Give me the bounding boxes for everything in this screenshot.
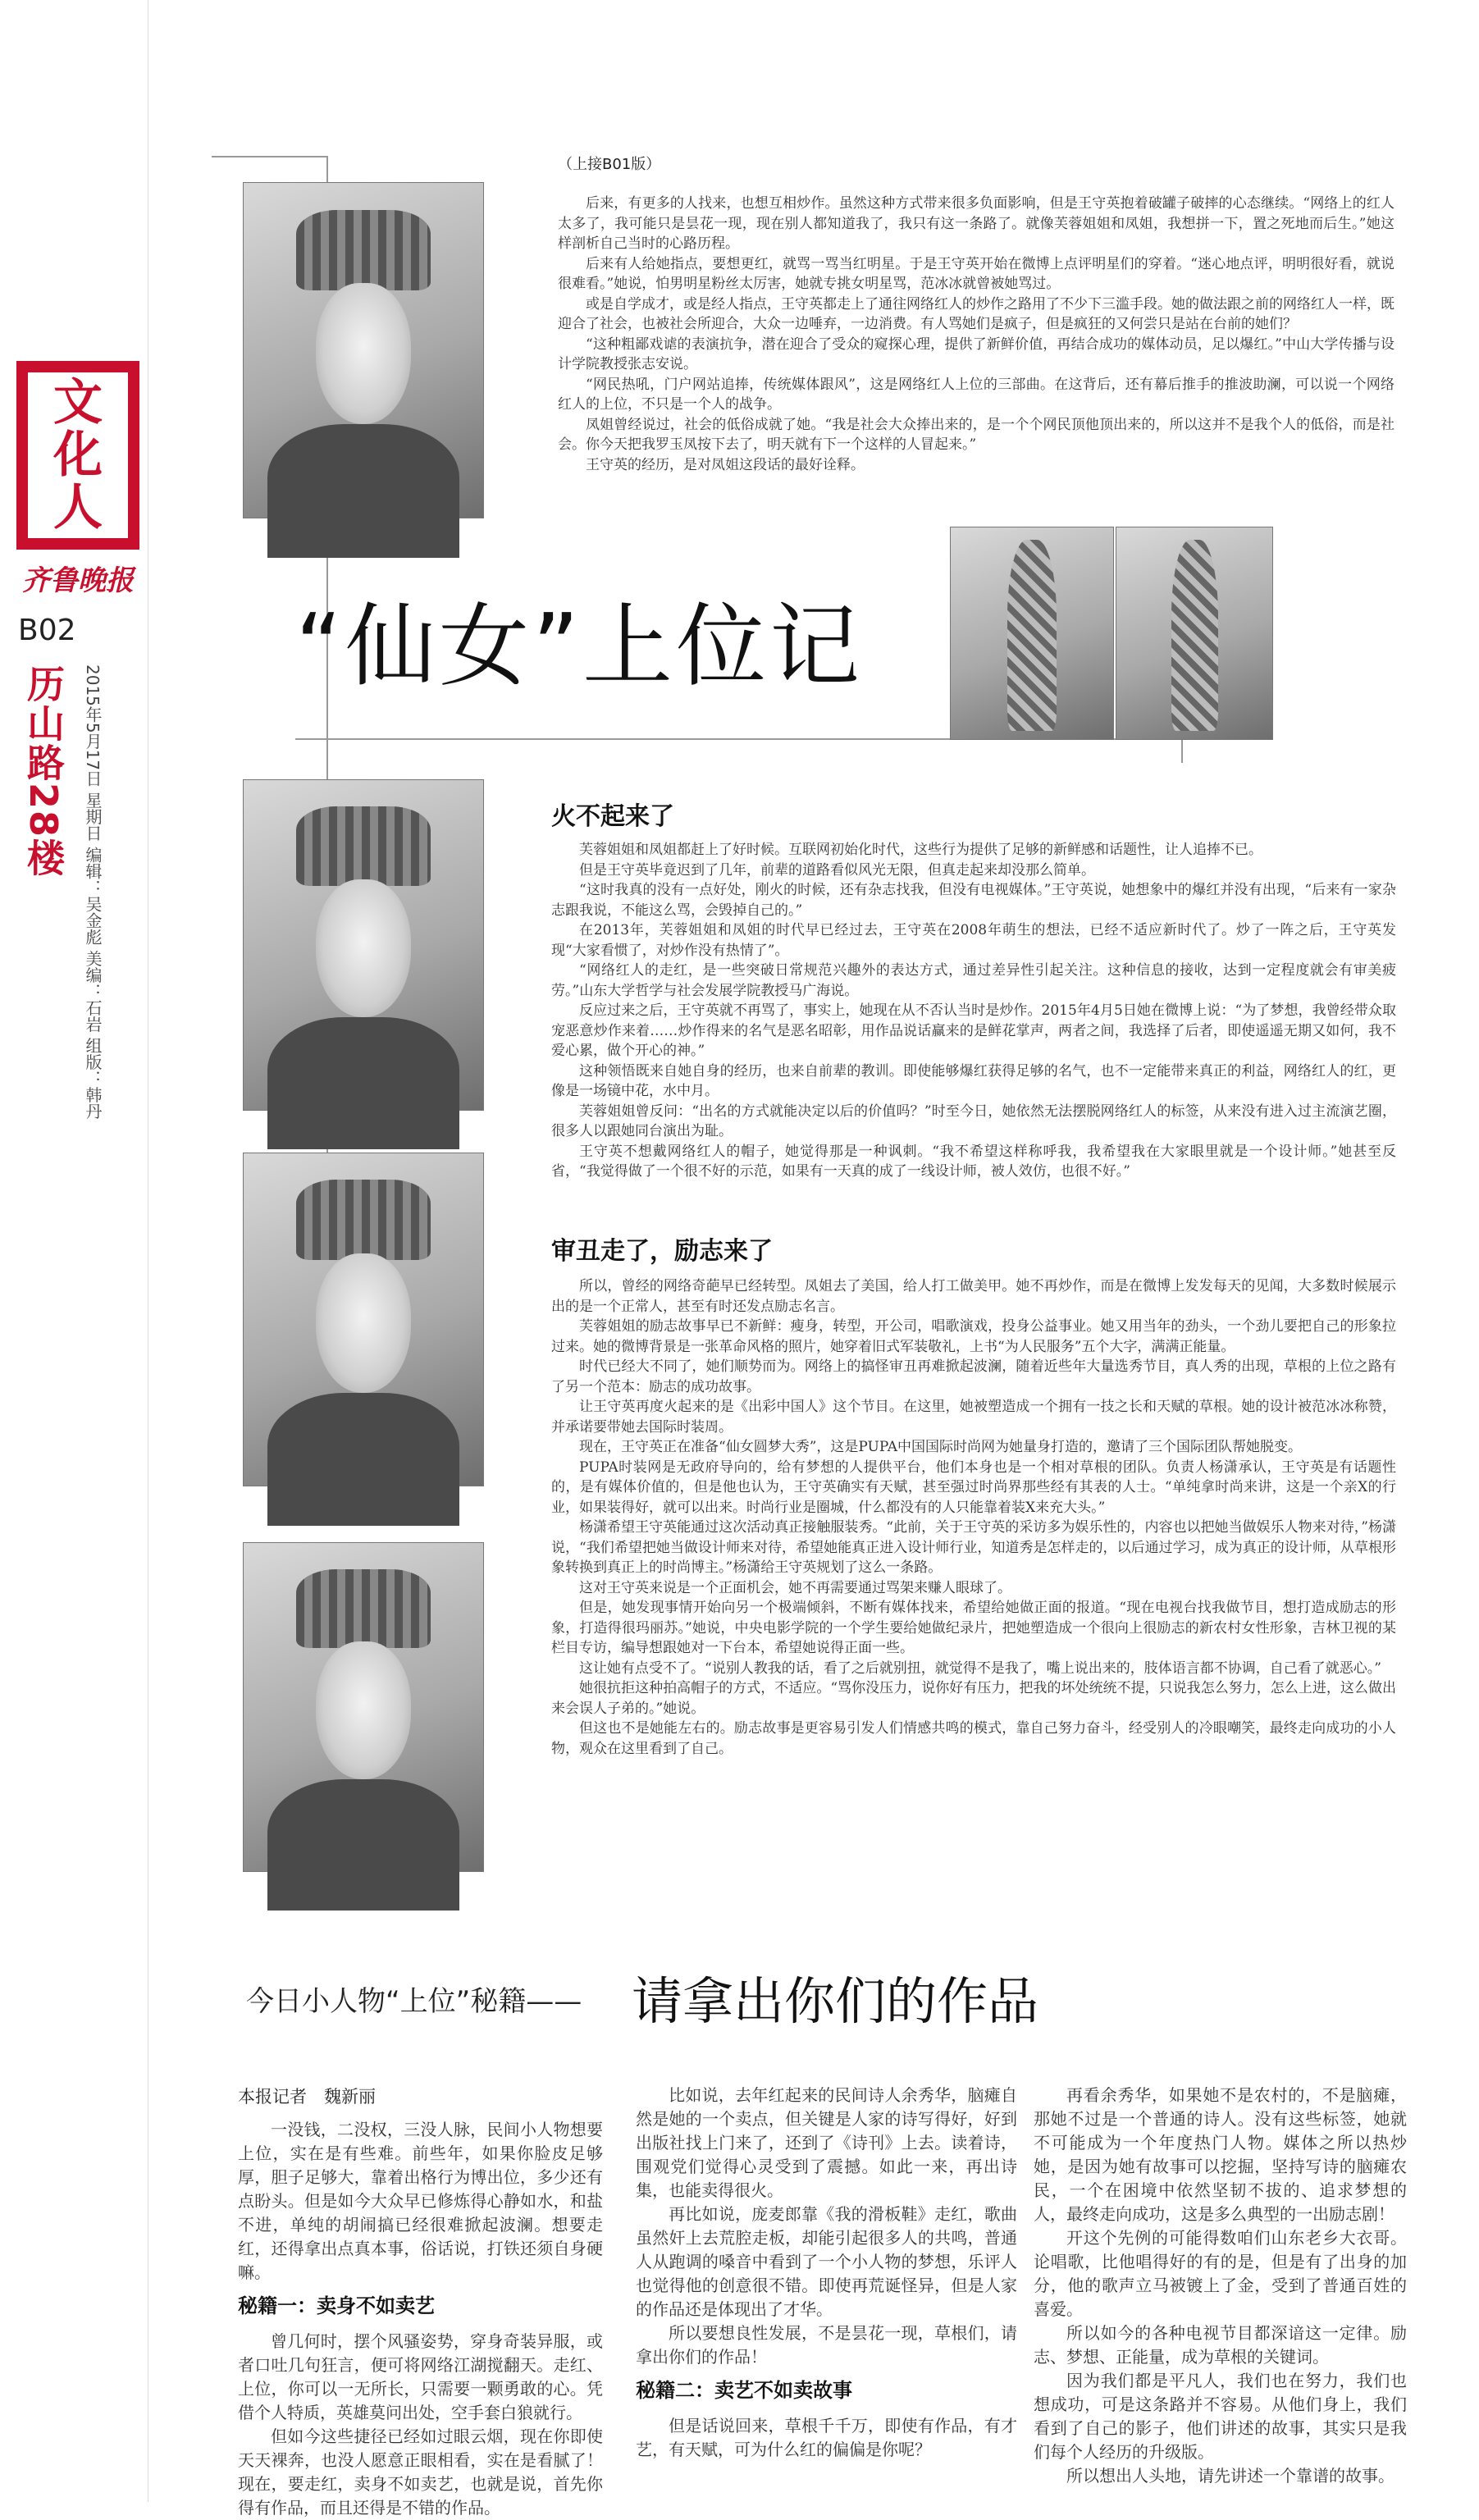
paragraph: 王守英的经历，是对凤姐这段话的最好诠释。: [586, 456, 865, 473]
paragraph: 曾几何时，摆个风骚姿势，穿身奇装异服，或者口吐几句狂言，便可将网络江湖搅翻天。走红、上位，你可以一无所长，只需要一颗勇敢的心。凭借个人特质，英雄莫问出处，空手套白狼就行。: [238, 2331, 603, 2422]
paragraph: 所以，曾经的网络奇葩早已经转型。凤姐去了美国，给人打工做美甲。她不再炒作，而是在微博上发发每天的见闻，大多数时候展示出的是一个正常人，甚至有时还发点励志名言。: [551, 1278, 1396, 1315]
paragraph: 杨潇希望王守英能通过这次活动真正接触服装秀。“此前，关于王守英的采访多为娱乐性的，内容也以把她当做娱乐人物来对待，”杨潇说，“我们希望把她当做设计师来对待，希望她能真正进入设计师行业，知道秀是怎样走的，以后通过学习，成为真正的设计师，从草根形象转换到真正上的时尚博主。”杨潇给王守英规划了这么一条路。: [551, 1519, 1396, 1576]
paragraph: 这种领悟既来自她自身的经历，也来自前辈的教训。即使能够爆红获得足够的名气，也不一定能带来真正的利益，网络红人的红，更像是一场镜中花，水中月。: [551, 1062, 1396, 1099]
continued-note: （上接B01版）: [558, 156, 661, 173]
headdress-shape: [296, 1180, 431, 1259]
feature-column-1: [238, 2118, 603, 2518]
model-figure-shape: [1007, 540, 1056, 730]
paragraph: 这对王守英来说是一个正面机会，她不再需要通过骂架来赚人眼球了。: [579, 1579, 1011, 1596]
body-shape: [267, 1017, 459, 1149]
section-1-text: [551, 840, 1396, 1216]
edit-art-editor: 美编：石岩: [83, 950, 103, 1033]
paragraph: 但是，她发现事情开始向另一个极端倾斜，不断有媒体找来，希望给她做正面的报道。“现在电视台找我做节目，想打造成励志的形象，打造得很玛丽苏。”她说，中央电影学院的一个学生要给她做纪录片，把她塑造成一个很向上很励志的新农村女性形象，吉林卫视的某栏目专访，编导想跟她对一下台本，希望她说得正面一些。: [551, 1600, 1396, 1656]
intro-text: [558, 194, 1395, 523]
section-2-text: [551, 1276, 1396, 1888]
face-shape: [316, 1253, 412, 1393]
section-heading-1: 火不起来了: [551, 802, 674, 831]
face-shape: [316, 879, 412, 1018]
paragraph: 因为我们都是平凡人，我们也在努力，我们也想成功，可是这条路并不容易。从他们身上，我们看到了自己的影子，他们讲述的故事，其实只是我们每个人经历的升级版。: [1034, 2371, 1407, 2462]
paragraph: 后来有人给她指点，要想更红，就骂一骂当红明星。于是王守英开始在微博上点评明星们的穿着。“迷心地点评，明明很好看，就说很难看。”她说，怕男明星粉丝太厉害，她就专挑女明星骂，范冰冰就曾被她骂过。: [558, 255, 1395, 292]
paragraph: “这时我真的没有一点好处，刚火的时候，还有杂志找我，但没有电视媒体。”王守英说，她想象中的爆红并没有出现，“后来有一家杂志跟我说，不能这么骂，会毁掉自己的。”: [551, 882, 1396, 919]
paragraph: 所以如今的各种电视节目都深谙这一定律。励志、梦想、正能量，成为草根的关键词。: [1034, 2323, 1407, 2367]
frame-line-top: [212, 156, 326, 158]
paragraph: 凤姐曾经说过，社会的低俗成就了她。“我是社会大众捧出来的，是一个个网民顶他顶出来的，所以这并不是我个人的低俗，而是社会。你今天把我罗玉凤按下去了，明天就有下一个这样的人冒起来。”: [558, 416, 1395, 453]
paragraph: 这让她有点受不了。“说别人教我的话，看了之后就别扭，就觉得不是我了，嘴上说出来的，肢体语言都不协调，自己看了就恶心。”: [579, 1659, 1381, 1677]
paragraph: 比如说，去年红起来的民间诗人余秀华，脑瘫自然是她的一个卖点，但关键是人家的诗写得好，好到出版社找上门来了，还到了《诗刊》上去。读着诗，围观党们觉得心灵受到了震撼。如此一来，再出诗集，也能卖得很火。: [636, 2085, 1017, 2200]
byline: 本报记者 魏新丽: [238, 2087, 376, 2107]
logo-char-2: 化: [53, 427, 103, 484]
frame-line-mid-tick: [1181, 738, 1183, 763]
headdress-shape: [296, 210, 431, 290]
stacked-hat-shape: [296, 1569, 431, 1648]
paragraph: 再看余秀华，如果她不是农村的，不是脑瘫，那她不过是一个普通的诗人。没有这些标签，她就不可能成为一个年度热门人物。媒体之所以热炒她，是因为她有故事可以挖掘，坚持写诗的脑瘫农民，一个在困境中依然坚韧不拔的、追求梦想的人，最终走向成功，这是多么典型的一出励志剧！: [1034, 2085, 1407, 2224]
photo-girl-in-costume: [1116, 527, 1273, 740]
face-shape: [316, 1641, 412, 1779]
photo-girl-stacked-hat: [243, 1542, 484, 1872]
paragraph: 所以想出人头地，请先讲述一个靠谱的故事。: [1066, 2466, 1395, 2486]
paragraph: 或是自学成才，或是经人指点，王守英都走上了通往网络红人的炒作之路用了不少下三滥手段。她的做法跟之前的网络红人一样，既迎合了社会，也被社会所迎合，大众一边唾弃，一边消费。有人骂她们是疯子，但是疯狂的又何尝只是站在台前的她们？: [558, 295, 1395, 332]
paragraph: 所以要想良性发展，不是昙花一现，草根们，请拿出你们的作品！: [636, 2323, 1017, 2367]
edit-weekday: 星期日: [83, 792, 103, 842]
paragraph: 她很抗拒这种拍高帽子的方式，不适应。“骂你没压力，说你好有压力，把我的坏处统统不提，只说我怎么努力，怎么上进，这么做出来会误人子弟的。”她说。: [551, 1680, 1396, 1717]
paragraph: 但这也不是她能左右的。励志故事是更容易引发人们情感共鸣的模式，靠自己努力奋斗，经受别人的冷眼嘲笑，最终走向成功的小人物，观众在这里看到了自己。: [551, 1720, 1396, 1757]
paper-name: 齐鲁晚报: [22, 564, 134, 597]
paragraph: 反应过来之后，王守英就不再骂了，事实上，她现在从不否认当时是炒作。2015年4月5日她在微博上说：“为了梦想，我曾经带众取宠恶意炒作来着……炒作得来的名气是恶名昭彰，用作品说话赢来的是鲜花掌声，两者之间，我选择了后者，即使遥遥无期又如何，我不爱心累，做个开心的神。”: [551, 1002, 1396, 1059]
logo-char-3: 人: [53, 479, 103, 536]
paragraph: 现在，王守英正在准备“仙女圆梦大秀”，这是PUPA中国国际时尚网为她量身打造的，邀请了三个国际团队帮她脱变。: [579, 1439, 1303, 1455]
feature-kicker: 今日小人物“上位”秘籍——: [246, 1985, 582, 2018]
paragraph: 但是话说回来，草根千千万，即使有作品，有才艺，有天赋，可为什么红的偏偏是你呢？: [636, 2416, 1017, 2459]
feature-column-2: [636, 2084, 1017, 2491]
section-logo: [16, 361, 139, 550]
paragraph: 芙蓉姐姐曾反问：“出名的方式就能决定以后的价值吗？”时至今日，她依然无法摆脱网络红人的标签，从来没有进入过主流演艺圈，很多人以跟她同台演出为耻。: [551, 1102, 1396, 1139]
body-shape: [267, 424, 459, 558]
tip-heading-1: 秘籍一：卖身不如卖艺: [238, 2294, 435, 2317]
paragraph: 开这个先例的可能得数咱们山东老乡大衣哥。论唱歌，比他唱得好的有的是，但是有了出身的加分，他的歌声立马被镀上了金，受到了普通百姓的喜爱。: [1034, 2228, 1407, 2319]
paragraph: 在2013年，芙蓉姐姐和凤姐的时代早已经过去，王守英在2008年萌生的想法，已经不适应新时代了。炒了一阵之后，王守英发现“大家看惯了，对炒作没有热情了”。: [551, 922, 1396, 959]
paragraph: 后来，有更多的人找来，也想互相炒作。虽然这种方式带来很多负面影响，但是王守英抱着破罐子破摔的心态继续。“网络上的红人太多了，我可能只是昙花一现，现在别人都知道我了，我只有这一条路了。就像芙蓉姐姐和凤姐，我想拼一下，置之死地而后生。”她这样剖析自己当时的心路历程。: [558, 195, 1395, 252]
body-shape: [267, 1393, 459, 1526]
edit-proofreader: 组版：韩丹: [83, 1037, 103, 1120]
paragraph: 但是王守英毕竟迟到了几年，前辈的道路看似风光无限，但真走起来却没那么简单。: [579, 861, 1095, 879]
paragraph: 王守英不想戴网络红人的帽子，她觉得那是一种讽刺。“我不希望这样称呼我，我希望我在大家眼里就是一个设计师。”她甚至反省，“我觉得做了一个很不好的示范，如果有一天真的成了一线设计师，被人效仿，也很不好。”: [551, 1143, 1396, 1180]
feature-column-3: [1034, 2084, 1407, 2491]
section-heading-2: 审丑走了，励志来了: [551, 1237, 773, 1266]
pot-hat-shape: [296, 806, 431, 885]
photo-runway-model: [950, 527, 1114, 740]
feature-title: 请拿出你们的作品: [632, 1971, 1039, 2031]
costume-figure-shape: [1171, 540, 1218, 730]
paragraph: 但如今这些捷径已经如过眼云烟，现在你即使天天裸奔，也没人愿意正眼相看，实在是看腻了！现在，要走红，卖身不如卖艺，也就是说，首先你得有作品，而且还得是不错的作品。: [238, 2426, 603, 2518]
paragraph: PUPA时装网是无政府导向的，给有梦想的人提供平台，他们本身也是一个相对草根的团队。负责人杨潇承认，王守英是有话题性的，是有媒体价值的，但是他也认为，王守英确实有天赋，甚至强过时尚界那些经有其表的人士。“单纯拿时尚来讲，这是一个亲X的行业，如果装得好，就可以出来。时尚行业是圈城，什么都没有的人只能靠着装X来充大头。”: [551, 1459, 1396, 1516]
paragraph: 芙蓉姐姐和凤姐都赶上了好时候。互联网初始化时代，这些行为提供了足够的新鲜感和话题性，让人追捧不已。: [579, 842, 1262, 858]
paragraph: 再比如说，庞麦郎靠《我的滑板鞋》走红，歌曲虽然奸上去荒腔走板，却能引起很多人的共鸣，普通人从跑调的嗓音中看到了一个小人物的梦想，乐评人也觉得他的创意很不错。即使再荒诞怪异，但是人家的作品还是体现出了才华。: [636, 2204, 1017, 2319]
paragraph: “网络红人的走红，是一些突破日常规范兴趣外的表达方式，通过差异性引起关注。这种信息的接收，达到一定程度就会有审美疲劳。”山东大学哲学与社会发展学院教授马广海说。: [551, 962, 1396, 999]
headline: “仙女”上位记: [295, 594, 863, 699]
face-shape: [316, 283, 412, 423]
paragraph: 时代已经大不同了，她们顺势而为。网络上的搞怪审丑再难掀起波澜，随着近些年大量选秀节目，真人秀的出现，草根的上位之路有了另一个范本：励志的成功故事。: [551, 1358, 1396, 1395]
paragraph: “这种粗鄙戏谑的表演抗争，潜在迎合了受众的窥探心理，提供了新鲜价值，再结合成功的媒体动员，足以爆红。”中山大学传播与设计学院教授张志安说。: [558, 336, 1395, 372]
paragraph: “网民热吼，门户网站追捧，传统媒体跟风”，这是网络红人上位的三部曲。在这背后，还有幕后推手的推波助澜，可以说一个网络红人的上位，不只是一个人的战争。: [558, 376, 1395, 413]
edit-meta: [82, 664, 103, 1120]
tip-heading-2: 秘籍二：卖艺不如卖故事: [636, 2379, 852, 2402]
edit-date: 2015年5月17日: [83, 664, 103, 788]
paragraph: 芙蓉姐姐的励志故事早已不新鲜：瘦身，转型，开公司，唱歌演戏，投身公益事业。她又用当年的劲头，一个劲儿要把自己的形象拉过来。她的微博背景是一张革命风格的照片，她穿着旧式军装敬礼，上书“为人民服务”五个大字，满满正能量。: [551, 1318, 1396, 1355]
column-name: 历山路28楼: [21, 664, 66, 879]
paragraph: 一没钱，二没权，三没人脉，民间小人物想要上位，实在是有些难。前些年，如果你脸皮足够厚，胆子足够大，靠着出格行为博出位，多少还有点盼头。但是如今大众早已修炼得心静如水，和盐不进，单纯的胡闹搞已经很难掀起波澜。想要走红，还得拿出点真本事，俗话说，打铁还须自身硬嘛。: [238, 2120, 603, 2282]
photo-girl-seated: [243, 1153, 484, 1486]
photo-girl-pot-hat: [243, 779, 484, 1111]
edit-editor: 编辑：吴金彪: [83, 846, 103, 945]
body-shape: [267, 1779, 459, 1911]
paragraph: 让王守英再度火起来的是《出彩中国人》这个节目。在这里，她被塑造成一个拥有一技之长和天赋的草根。她的设计被范冰冰称赞，并承诺要带她去国际时装周。: [551, 1399, 1396, 1436]
photo-girl-coin-headdress: [243, 182, 484, 518]
page-number: B02: [18, 614, 76, 647]
logo-char-1: 文: [53, 374, 103, 431]
